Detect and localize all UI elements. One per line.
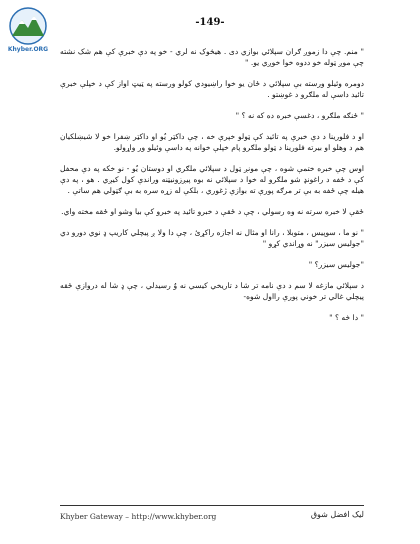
footer-website: Khyber Gateway – http://www.khyber.org (60, 512, 217, 521)
paragraph: دومره وئيلو ورسته بې سپلائي د ځان يو خوا راښيودي کولو ورسته په ټيټ اواز کې د خپلې خبرې تائيد داسې له ملګرو د غوښتو . (60, 79, 364, 99)
paragraph: د سپلائي مازغه لا سم د دې نامه تر شا د تاريخي کيسي نه وُ رسيدلي ، چې ډ شا له دروازې ځقه پيچلي غالي تر خوني پورې رااول شوه- (60, 281, 364, 301)
logo-caption: Khyber.ORG (7, 46, 49, 53)
paragraph: " منم. چې دا زموږ ګران سپلائي بوازي دی . هيڅوک نه لري - خو په دې خبرې کې هم شک نشته چې موږ ټوله خو ددوه خوا خوږي يو. " (60, 47, 364, 67)
paragraph: او د فلورينا د دې خبرې په تائيد کې ټولو خپرې خه ، چې داکټر يُو او داکټر ښفرا خو لا شيښلکيان هم د وهلو او بيرته فلورينا د ټولو ملګرو پام خپلې خوانه په داسې وئيلو ور واړولو. (60, 132, 364, 152)
page-number: -149- (195, 17, 225, 28)
paragraph: "جوليس سيزر؟ " (308, 260, 364, 269)
paragraph: ځقې لا خبره سرته نه وه رسولي ، چې د ځقې د خبرو تائيد په خبرو کې بيا وشو او ځقه مخته واي. (61, 207, 364, 216)
paragraph: اوس چې خبره ختمې شوه ، چې مونږ ټول د سپلائي ملګري او دوستان يُو - نو خکه په دې محفل کې د ځفه د راغونډ شو ملګرو له خوا د سپلائي نه بوه پيږزونيټنه وراندې کول کيږي . هو ، په دې هيله چې ځفه به بې تر مرګه پورې ته بوازې ژغوري ، بلکې له زړه سره به بې ګټولي هم ساتې . (60, 164, 364, 195)
footer-divider (60, 505, 364, 506)
paragraph: " دا څه ؟ " (329, 313, 364, 322)
paragraph: " نو ما ، سوپيس ، متوبلا ، رانا او مثال نه اجازه راکړئ ، چې دا ولا ږ پيچلي کاريپ ډ نوي دورو دي "جوليس سيزر" نه وړاندي کړو " (60, 228, 364, 248)
footer-author: ليک افضل شوق (310, 510, 364, 519)
paragraph: " ځنګه ملګرو ، دغسې خبره ده که نه ؟ " (235, 111, 364, 120)
document-body (60, 46, 364, 333)
